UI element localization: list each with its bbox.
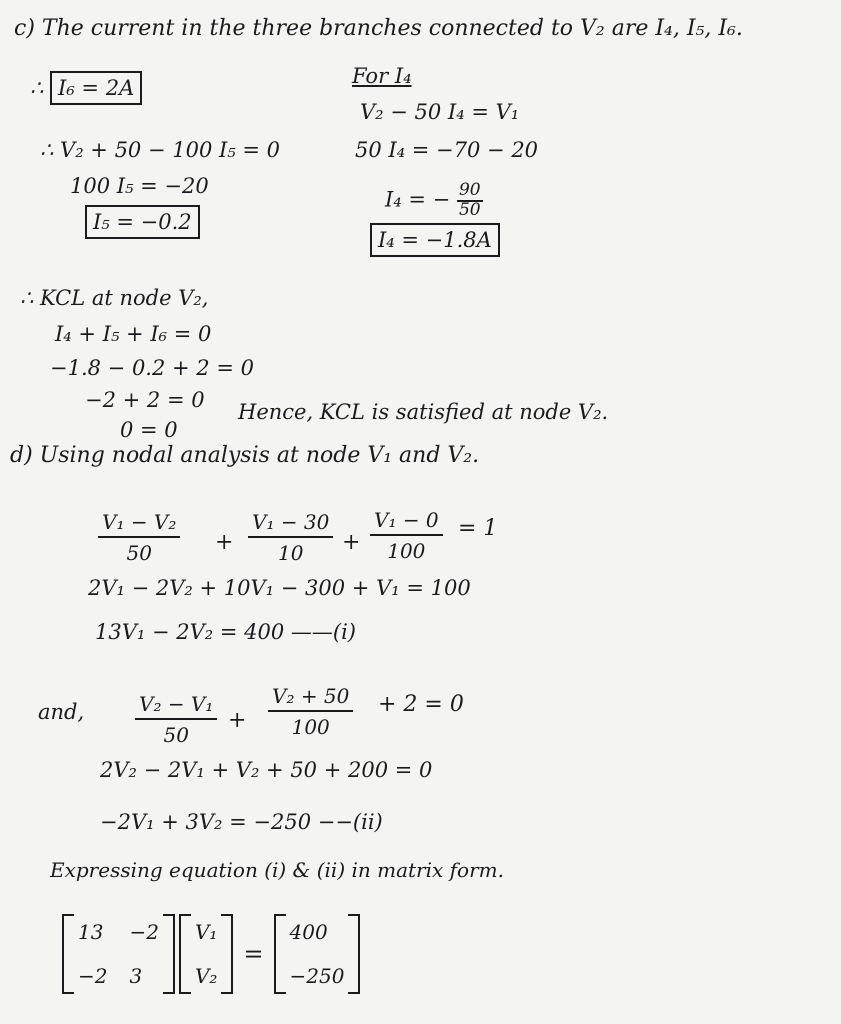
kcl-step-2: −1.8 − 0.2 + 2 = 0: [50, 356, 254, 380]
eq2-term-2-denominator: 100: [291, 715, 330, 739]
rhs-2: −250: [289, 964, 345, 988]
and-label: and,: [38, 700, 85, 724]
eq2-term-1: [135, 692, 217, 747]
kcl-heading: KCL at node V₂,: [40, 286, 209, 310]
kcl-conclusion: Hence, KCL is satisfied at node V₂.: [238, 400, 609, 424]
eq1-expanded: 2V₁ − 2V₂ + 10V₁ − 300 + V₁ = 100: [88, 576, 471, 600]
rhs-vector: [274, 914, 361, 994]
eq2-term-2-numerator: V₂ + 50: [268, 684, 353, 712]
kcl-step-3: −2 + 2 = 0: [85, 388, 205, 412]
matrix-equals: =: [243, 940, 264, 968]
var-v2: V₂: [194, 964, 218, 988]
eq1-term-1-denominator: 50: [126, 541, 152, 565]
i4-step-1: V₂ − 50 I₄ = V₁: [360, 100, 520, 124]
i4-step-3-numerator: 90: [458, 180, 481, 200]
coeff-r2c2: 3: [129, 964, 143, 988]
eq2-term-1-denominator: 50: [163, 723, 189, 747]
i4-result-box: I₄ = −1.8A: [370, 223, 500, 257]
i5-step-2: 100 I₅ = −20: [70, 174, 209, 198]
var-v1: V₁: [194, 920, 218, 944]
i5-step-1: ∴ V₂ + 50 − 100 I₅ = 0: [40, 138, 281, 162]
matrix-intro: Expressing equation (i) & (ii) in matrix form.: [50, 858, 504, 882]
eq1-term-3: [370, 508, 443, 563]
for-i4-heading: For I₄: [352, 64, 412, 88]
kcl-heading-line: ∴ KCL at node V₂,: [20, 286, 209, 310]
i4-step-3: [385, 182, 483, 220]
kcl-step-1: I₄ + I₅ + I₆ = 0: [55, 322, 212, 346]
i4-result-line: [370, 230, 500, 251]
eq1-plus-1: +: [215, 530, 234, 555]
eq2-expanded: 2V₂ − 2V₁ + V₂ + 50 + 200 = 0: [100, 758, 433, 782]
eq1-rhs: = 1: [458, 516, 498, 541]
i4-step-3-lhs: I₄ = −: [385, 187, 451, 212]
coeff-r1c2: −2: [129, 920, 159, 944]
i4-step-3-fraction: [457, 182, 483, 220]
coeff-r2c1: −2: [78, 964, 108, 988]
eq2-final: −2V₁ + 3V₂ = −250 −−(ii): [100, 810, 383, 834]
eq1-term-2-numerator: V₁ − 30: [248, 510, 333, 538]
eq1-term-2: [248, 510, 333, 565]
rhs-1: 400: [289, 920, 328, 944]
eq1-final: 13V₁ − 2V₂ = 400 ——(i): [95, 620, 357, 644]
eq1-term-1-numerator: V₁ − V₂: [98, 510, 180, 538]
part-d-intro: d) Using nodal analysis at node V₁ and V₂.: [10, 443, 480, 468]
eq2-term-2: [268, 684, 353, 739]
eq2-plus: +: [228, 708, 247, 733]
eq1-term-2-denominator: 10: [277, 541, 304, 565]
i4-step-2: 50 I₄ = −70 − 20: [355, 138, 539, 162]
eq1-term-1: [98, 510, 180, 565]
i4-step-3-denominator: 50: [458, 199, 481, 220]
i5-result-box: I₅ = −0.2: [85, 205, 200, 239]
variable-vector: [179, 914, 233, 994]
eq2-term-1-numerator: V₂ − V₁: [135, 692, 217, 720]
kcl-step-4: 0 = 0: [120, 418, 178, 442]
coefficient-matrix: [62, 914, 175, 994]
i6-result-line: ∴ I₆ = 2A: [30, 78, 142, 99]
i6-result-box: I₆ = 2A: [50, 71, 142, 105]
part-c-intro: c) The current in the three branches connected to V₂ are I₄, I₅, I₆.: [14, 16, 743, 41]
coeff-r1c1: 13: [78, 920, 104, 944]
eq1-term-3-denominator: 100: [387, 539, 426, 563]
eq2-rhs: + 2 = 0: [378, 692, 464, 717]
matrix-equation: [62, 914, 360, 994]
i5-result-line: [85, 212, 200, 233]
eq1-term-3-numerator: V₁ − 0: [370, 508, 443, 536]
eq1-plus-2: +: [342, 530, 361, 555]
